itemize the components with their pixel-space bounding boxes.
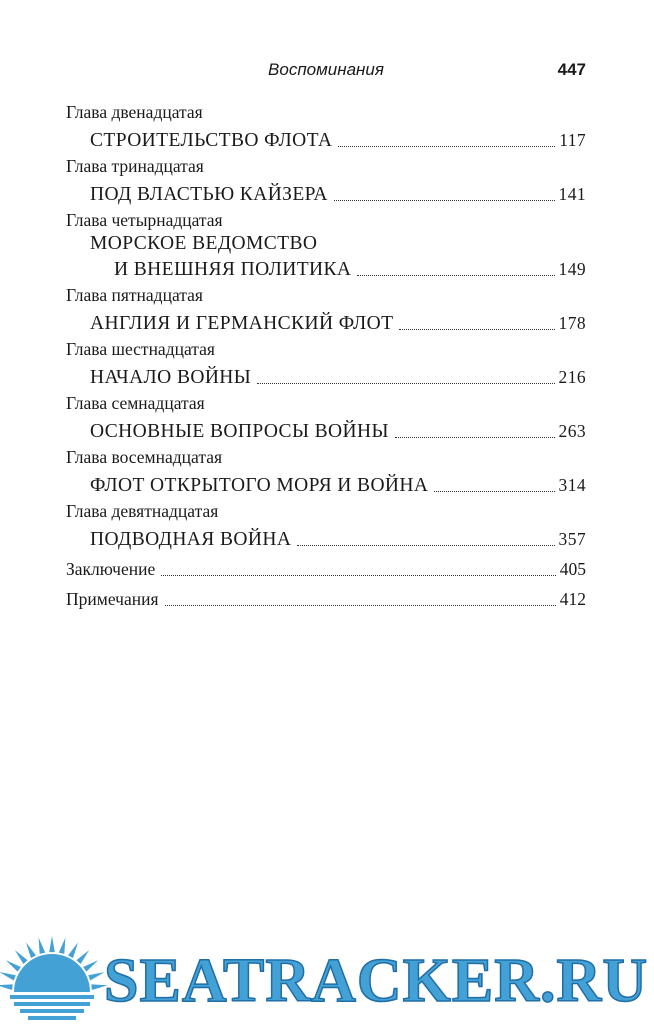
sun-ray xyxy=(68,942,78,958)
dot-leader xyxy=(165,605,556,606)
sun-ray xyxy=(0,984,13,990)
dot-leader xyxy=(334,200,555,201)
watermark-text: SEATRACKER.RU xyxy=(104,947,649,1015)
chapter-title: НАЧАЛО ВОЙНЫ xyxy=(90,367,252,388)
page-ref: 357 xyxy=(558,529,586,549)
chapter-label: Глава четырнадцатая xyxy=(66,210,223,230)
dot-leader xyxy=(357,275,554,276)
sun-icon xyxy=(0,926,110,1024)
dot-leader xyxy=(338,146,555,147)
chapter-label: Глава пятнадцатая xyxy=(66,285,203,305)
toc-entry-chapter-13 xyxy=(66,155,586,209)
toc-entry-chapter-17 xyxy=(66,392,586,446)
chapter-title: СТРОИТЕЛЬСТВО ФЛОТА xyxy=(90,130,333,151)
toc-entry-notes[interactable] xyxy=(66,584,586,614)
chapter-label: Глава девятнадцатая xyxy=(66,501,219,521)
page-header xyxy=(66,60,586,84)
toc-entry-chapter-14 xyxy=(66,209,586,284)
sun-ray xyxy=(76,950,89,964)
chapter-title: ПОД ВЛАСТЬЮ КАЙЗЕРА xyxy=(90,184,328,205)
toc-link[interactable] xyxy=(66,306,586,338)
toc-entry-chapter-15 xyxy=(66,284,586,338)
sun-ray xyxy=(0,972,16,980)
toc-entry-chapter-18 xyxy=(66,446,586,500)
notes-title: Примечания xyxy=(66,589,159,609)
dot-leader xyxy=(434,491,554,492)
toc-link[interactable] xyxy=(66,360,586,392)
chapter-label: Глава двенадцатая xyxy=(66,102,203,122)
chapter-label: Глава восемнадцатая xyxy=(66,447,223,467)
table-of-contents xyxy=(66,101,586,614)
page-ref: 141 xyxy=(558,184,586,204)
toc-link[interactable] xyxy=(66,177,586,209)
conclusion-title: Заключение xyxy=(66,559,156,579)
toc-link[interactable] xyxy=(66,123,586,155)
page-ref: 178 xyxy=(558,313,586,333)
page-ref: 263 xyxy=(558,421,586,441)
toc-link[interactable] xyxy=(66,468,586,500)
toc-link[interactable] xyxy=(66,522,586,554)
chapter-label: Глава семнадцатая xyxy=(66,393,205,413)
dot-leader xyxy=(297,545,554,546)
chapter-label: Глава тринадцатая xyxy=(66,156,204,176)
dot-leader xyxy=(399,329,554,330)
toc-entry-conclusion[interactable] xyxy=(66,554,586,584)
dot-leader xyxy=(257,383,554,384)
toc-entry-chapter-19 xyxy=(66,500,586,554)
toc-link[interactable] xyxy=(66,414,586,446)
page-ref: 117 xyxy=(559,130,586,150)
toc-entry-chapter-12 xyxy=(66,101,586,155)
page-ref: 405 xyxy=(559,559,586,579)
chapter-title: ФЛОТ ОТКРЫТОГО МОРЯ И ВОЙНА xyxy=(90,475,429,496)
chapter-title: ПОДВОДНАЯ ВОЙНА xyxy=(90,529,292,550)
chapter-title: ОСНОВНЫЕ ВОПРОСЫ ВОЙНЫ xyxy=(90,421,389,442)
sun-ray xyxy=(39,938,46,954)
dot-leader xyxy=(161,575,556,576)
page-ref: 216 xyxy=(558,367,586,387)
sun-ray xyxy=(59,938,66,954)
sun-ray xyxy=(26,942,36,958)
running-title: Воспоминания xyxy=(268,60,384,79)
dot-leader xyxy=(395,437,555,438)
page-ref: 149 xyxy=(558,259,586,279)
page-ref: 412 xyxy=(559,589,586,609)
sun-ray xyxy=(49,936,55,952)
sun-ray xyxy=(6,960,21,971)
toc-link[interactable] xyxy=(66,256,586,284)
chapter-title-line-1[interactable]: МОРСКОЕ ВЕДОМСТВО xyxy=(90,233,318,254)
toc-entry-chapter-16 xyxy=(66,338,586,392)
sun-ray xyxy=(88,972,104,980)
chapter-title: АНГЛИЯ И ГЕРМАНСКИЙ ФЛОТ xyxy=(90,313,394,334)
chapter-title-line-2: И ВНЕШНЯЯ ПОЛИТИКА xyxy=(114,259,352,280)
chapter-label: Глава шестнадцатая xyxy=(66,339,215,359)
page-number: 447 xyxy=(557,60,586,79)
sun-ray xyxy=(83,960,98,971)
page-ref: 314 xyxy=(558,475,586,495)
watermark xyxy=(0,926,654,1024)
sun-ray xyxy=(15,950,28,964)
